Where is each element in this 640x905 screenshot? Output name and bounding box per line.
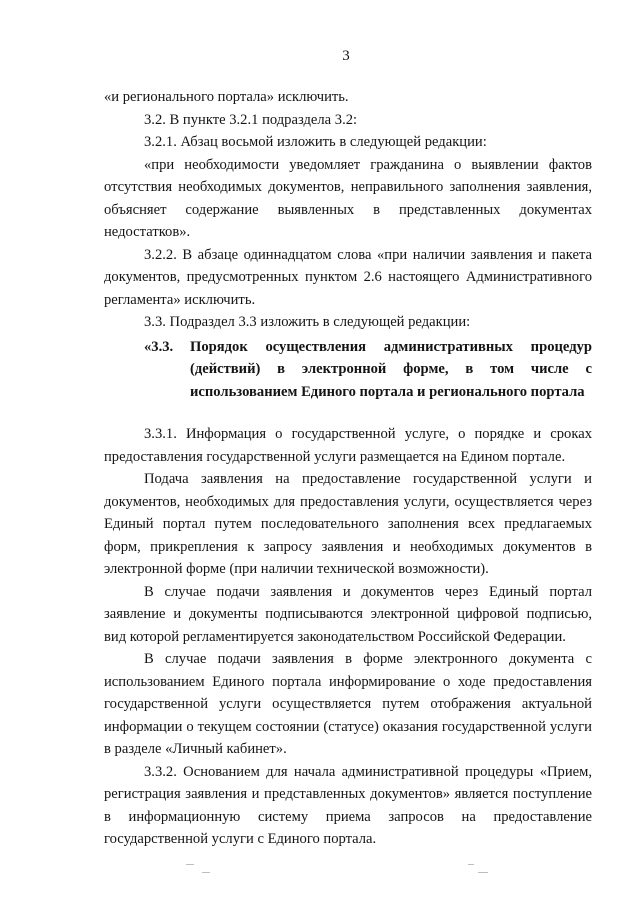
paragraph-3-3: 3.3. Подраздел 3.3 изложить в следующей редакции: (144, 314, 471, 330)
paragraph-3-3-2: 3.3.2. Основанием для начала административной процедуры «Прием, регистрация заявления и представленных документов» является поступление в информационную систему приема запросов на предоставление государственной услуги с Единого портала. (104, 763, 592, 847)
paragraph-signature: В случае подачи заявления и документов через Единый портал заявление и документы подписываются электронной цифровой подписью, вид которой регламентируется законодательством Российской Федерации. (104, 583, 592, 645)
section-heading-text: Порядок осуществления административных процедур (действий) в электронной форме, в том числе с использованием Единого портала и регионального портала (190, 338, 592, 400)
document-body (104, 86, 592, 851)
scan-mark (186, 864, 194, 865)
paragraph-3-3-1: 3.3.1. Информация о государственной услуге, о порядке и сроках предоставления государственной услуги размещается на Едином портале. (104, 426, 592, 465)
scan-mark (478, 872, 488, 873)
paragraph-3-2: 3.2. В пункте 3.2.1 подраздела 3.2: (144, 111, 358, 128)
paragraph-status-info: В случае подачи заявления в форме электронного документа с использованием Единого портала информирование о ходе предоставления государственной услуги осуществляется путем отображения актуальной информации о текущем состоянии (статусе) оказания государственной услуги в разделе «Личный кабинет». (104, 651, 592, 757)
paragraph-exclusion-note: «и регионального портала» исключить. (104, 89, 349, 105)
section-heading-number: «3.3. (144, 338, 174, 355)
page-number: 3 (342, 48, 350, 64)
section-heading (104, 336, 592, 404)
paragraph-3-2-2: 3.2.2. В абзаце одиннадцатом слова «при наличии заявления и пакета документов, предусмотренных пунктом 2.6 настоящего Административного регламента» исключить. (104, 246, 592, 308)
paragraph-3-2-1: 3.2.1. Абзац восьмой изложить в следующей редакции: (144, 134, 487, 150)
paragraph-quoted-edit: «при необходимости уведомляет гражданина о выявлении фактов отсутствия необходимых документов, неправильного заполнения заявления, объясняет содержание выявленных в представленных документах недостатков». (104, 156, 592, 240)
scan-mark (468, 864, 474, 865)
scan-mark (202, 872, 210, 873)
paragraph-submission: Подача заявления на предоставление государственной услуги и документов, необходимых для предоставления услуги, осуществляется через Единый портал путем последовательного заполнения всех предлагаемых форм, прикрепления к запросу заявления и необходимых документов в электронной форме (при наличии технической возможности). (104, 471, 592, 577)
